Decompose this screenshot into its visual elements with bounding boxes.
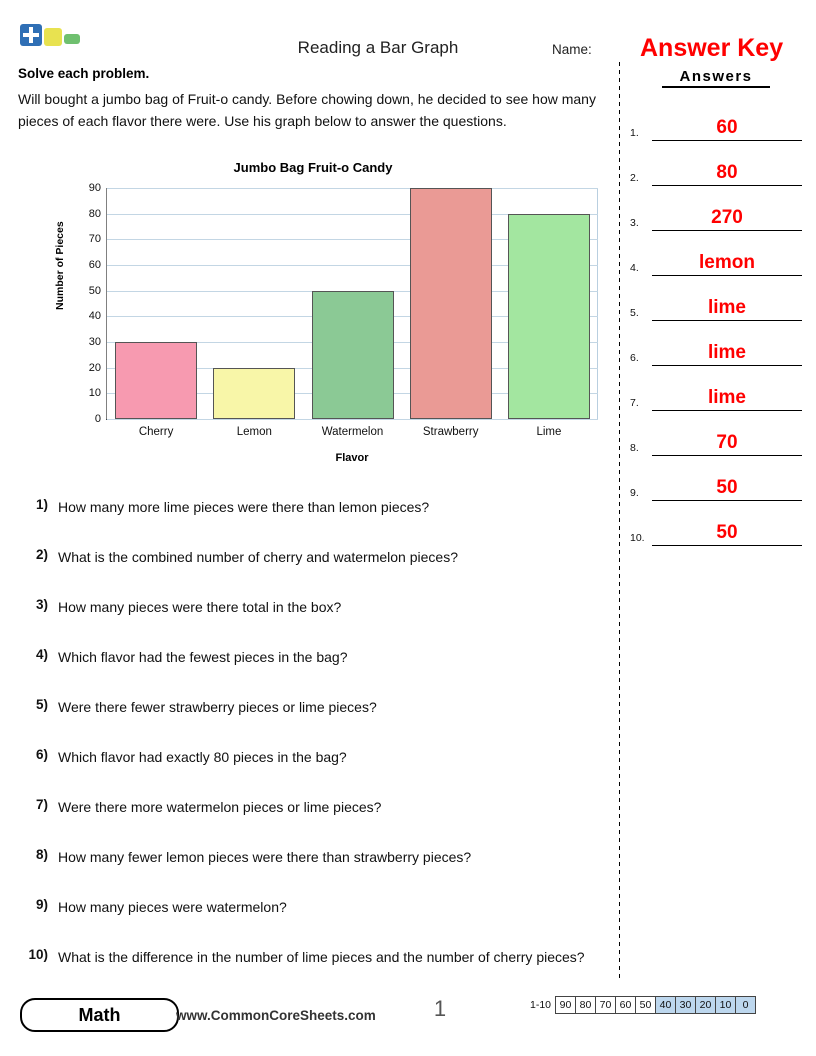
chart-x-tick: Lemon	[236, 426, 272, 438]
chart-y-tick: 10	[88, 387, 101, 400]
chart-y-tick: 80	[88, 207, 101, 220]
question-number: 5)	[35, 697, 48, 712]
answer-value: lime	[707, 297, 747, 318]
scale-boxes	[555, 996, 756, 1014]
chart-title: Jumbo Bag Fruit-o Candy	[233, 160, 393, 175]
answer-value: lime	[707, 342, 747, 363]
question-text: Which flavor had the fewest pieces in the bag?	[58, 649, 348, 665]
grading-scale	[530, 996, 756, 1014]
page-number: 1	[433, 996, 447, 1021]
bar-chart	[18, 160, 608, 480]
chart-x-tick: Watermelon	[321, 426, 384, 438]
chart-y-tick: 20	[88, 361, 101, 374]
scale-range-label: 1-10	[530, 999, 552, 1011]
answer-number: 4.	[630, 262, 639, 274]
chart-bar	[213, 368, 295, 419]
answer-rows	[630, 98, 802, 548]
answer-value: lime	[707, 387, 747, 408]
question-item	[18, 647, 608, 697]
chart-y-tick: 30	[88, 335, 101, 348]
scale-box: 60	[615, 996, 635, 1014]
scale-box: 0	[735, 996, 756, 1014]
chart-y-tick: 50	[88, 284, 101, 297]
question-item	[18, 897, 608, 947]
vertical-divider	[619, 62, 620, 982]
chart-bar-column	[107, 188, 205, 438]
scale-box: 70	[595, 996, 615, 1014]
answer-row	[630, 143, 802, 188]
question-number: 9)	[35, 897, 48, 912]
question-text: How many pieces were there total in the box?	[58, 599, 342, 615]
question-text: Which flavor had exactly 80 pieces in the bag?	[58, 749, 347, 765]
question-number: 10)	[28, 947, 48, 962]
answer-row	[630, 323, 802, 368]
scale-box: 90	[555, 996, 575, 1014]
question-item	[18, 597, 608, 647]
answer-row	[630, 233, 802, 278]
answer-key-label: Answer Key	[640, 34, 784, 62]
chart-y-tick: 60	[88, 258, 101, 271]
name-label: Name:	[552, 42, 592, 57]
answer-number: 3.	[630, 217, 639, 229]
answer-number: 1.	[630, 127, 639, 139]
page-header	[18, 22, 798, 66]
answers-heading: Answers	[662, 68, 770, 88]
answer-value: 60	[716, 117, 738, 138]
question-text: How many fewer lemon pieces were there than strawberry pieces?	[58, 849, 472, 865]
chart-bar	[508, 214, 590, 419]
chart-x-tick: Cherry	[138, 426, 174, 438]
chart-bar	[115, 342, 197, 419]
scale-box: 40	[655, 996, 675, 1014]
subject-badge: Math	[20, 998, 179, 1032]
question-text: How many pieces were watermelon?	[58, 899, 287, 915]
chart-y-tick: 40	[88, 310, 101, 323]
question-number: 4)	[35, 647, 48, 662]
answer-number: 2.	[630, 172, 639, 184]
question-item	[18, 847, 608, 897]
scale-box: 50	[635, 996, 655, 1014]
chart-gridline	[94, 413, 598, 425]
chart-x-axis-label: Flavor	[335, 452, 369, 464]
site-url: www.CommonCoreSheets.com	[176, 1008, 376, 1023]
chart-y-tick: 70	[88, 233, 101, 246]
question-item	[18, 947, 608, 997]
answer-number: 8.	[630, 442, 639, 454]
question-item	[18, 747, 608, 797]
chart-y-tick: 0	[94, 413, 101, 425]
question-item	[18, 697, 608, 747]
question-list	[18, 497, 608, 997]
question-item	[18, 797, 608, 847]
answer-number: 10.	[630, 532, 645, 544]
chart-y-tick: 90	[88, 182, 101, 194]
scale-box: 10	[715, 996, 735, 1014]
chart-bar-column	[500, 188, 598, 438]
answer-row	[630, 98, 802, 143]
question-item	[18, 547, 608, 597]
answer-row	[630, 278, 802, 323]
question-text: Were there fewer strawberry pieces or lime pieces?	[58, 699, 377, 715]
question-number: 1)	[35, 497, 48, 512]
answer-value: 270	[711, 207, 743, 228]
answer-value: 80	[716, 162, 738, 183]
chart-bars	[107, 188, 598, 438]
answer-value: 50	[716, 522, 738, 543]
chart-bar	[410, 188, 492, 419]
scale-box: 30	[675, 996, 695, 1014]
scale-box: 20	[695, 996, 715, 1014]
answer-row	[630, 458, 802, 503]
question-text: How many more lime pieces were there than lemon pieces?	[58, 499, 430, 515]
answer-number: 6.	[630, 352, 639, 364]
question-text: What is the difference in the number of lime pieces and the number of cherry pieces?	[58, 949, 585, 965]
answer-row	[630, 368, 802, 413]
scale-box: 80	[575, 996, 595, 1014]
instruction-text: Solve each problem.	[18, 66, 150, 81]
answer-row	[630, 503, 802, 548]
question-number: 6)	[35, 747, 48, 762]
plus-cross-icon	[18, 22, 82, 62]
chart-bar	[312, 291, 394, 419]
answer-value: 50	[716, 477, 738, 498]
chart-bar-column	[205, 188, 303, 438]
question-number: 3)	[35, 597, 48, 612]
chart-bar-column	[303, 188, 401, 438]
chart-bar-column	[402, 188, 500, 438]
question-number: 2)	[35, 547, 48, 562]
question-number: 8)	[35, 847, 48, 862]
question-text: What is the combined number of cherry and watermelon pieces?	[58, 549, 458, 565]
answer-row	[630, 413, 802, 458]
answer-value: lemon	[699, 252, 755, 273]
answer-row	[630, 188, 802, 233]
answer-value: 70	[716, 432, 738, 453]
question-text: Were there more watermelon pieces or lime pieces?	[58, 799, 382, 815]
question-item	[18, 497, 608, 547]
answer-number: 7.	[630, 397, 639, 409]
answer-number: 9.	[630, 487, 639, 499]
answers-panel	[630, 68, 802, 548]
chart-x-tick: Lime	[536, 426, 562, 438]
question-number: 7)	[35, 797, 48, 812]
chart-x-tick: Strawberry	[422, 426, 479, 438]
intro-paragraph: Will bought a jumbo bag of Fruit-o candy. Before chowing down, he decided to see how many pieces of each flavor there were. Use his graph below to answer the questions.	[18, 91, 596, 129]
chart-plot-area	[88, 182, 598, 438]
page-title: Reading a Bar Graph	[297, 38, 459, 57]
chart-y-axis-label: Number of Pieces	[54, 221, 66, 310]
answer-number: 5.	[630, 307, 639, 319]
